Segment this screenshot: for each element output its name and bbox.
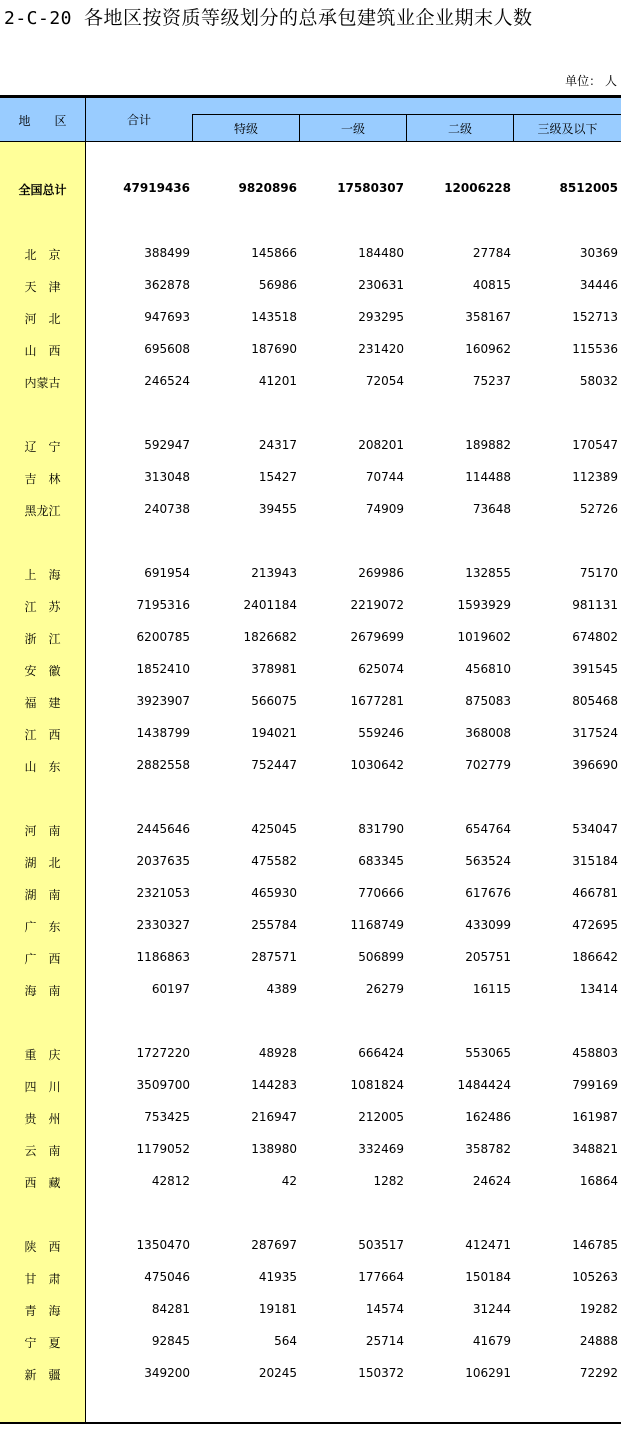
region-name: 山 东 — [24, 760, 61, 774]
cell-value: 255784 — [251, 918, 297, 932]
cell-value: 208201 — [358, 438, 404, 452]
cell-value: 132855 — [465, 566, 511, 580]
cell-value: 114488 — [465, 470, 511, 484]
cell-value: 189882 — [465, 438, 511, 452]
cell-value: 58032 — [579, 374, 618, 388]
cell-value: 2679699 — [350, 630, 404, 644]
cell-value: 317524 — [572, 726, 618, 740]
cell-value: 144283 — [251, 1078, 297, 1092]
national-total-value: 12006228 — [444, 181, 511, 195]
cell-value: 1019602 — [457, 630, 511, 644]
cell-value: 105263 — [572, 1270, 618, 1284]
cell-value: 72054 — [365, 374, 404, 388]
cell-value: 695608 — [144, 342, 190, 356]
header-bottom-line — [0, 141, 621, 142]
cell-value: 231420 — [358, 342, 404, 356]
cell-value: 1852410 — [136, 662, 190, 676]
cell-value: 15427 — [258, 470, 297, 484]
region-name: 广 东 — [24, 920, 61, 934]
region-name: 四 川 — [24, 1080, 61, 1094]
cell-value: 752447 — [251, 758, 297, 772]
cell-value: 52726 — [579, 502, 618, 516]
region-name: 云 南 — [24, 1144, 61, 1158]
cell-value: 70744 — [365, 470, 404, 484]
national-total-label: 全国总计 — [18, 183, 67, 197]
cell-value: 362878 — [144, 278, 190, 292]
national-total-value: 17580307 — [337, 181, 404, 195]
cell-value: 654764 — [465, 822, 511, 836]
cell-value: 212005 — [358, 1110, 404, 1124]
data-table — [0, 98, 621, 1422]
cell-value: 42812 — [151, 1174, 190, 1188]
cell-value: 7195316 — [136, 598, 190, 612]
cell-value: 19181 — [258, 1302, 297, 1316]
cell-value: 396690 — [572, 758, 618, 772]
cell-value: 73648 — [472, 502, 511, 516]
cell-value: 617676 — [465, 886, 511, 900]
cell-value: 34446 — [579, 278, 618, 292]
header-subline — [192, 114, 621, 115]
table-bottom-border — [0, 1422, 621, 1424]
region-name: 上 海 — [24, 568, 61, 582]
cell-value: 2330327 — [136, 918, 190, 932]
cell-value: 315184 — [572, 854, 618, 868]
cell-value: 293295 — [358, 310, 404, 324]
cell-value: 75170 — [579, 566, 618, 580]
national-total-value: 47919436 — [123, 181, 190, 195]
cell-value: 161987 — [572, 1110, 618, 1124]
region-name: 安 徽 — [24, 664, 61, 678]
cell-value: 799169 — [572, 1078, 618, 1092]
region-name: 北 京 — [24, 248, 61, 262]
cell-value: 1168749 — [350, 918, 404, 932]
cell-value: 84281 — [151, 1302, 190, 1316]
header-total: 合计 — [126, 113, 151, 127]
cell-value: 106291 — [465, 1366, 511, 1380]
cell-value: 30369 — [579, 246, 618, 260]
region-name: 浙 江 — [24, 632, 61, 646]
cell-value: 378981 — [251, 662, 297, 676]
cell-value: 31244 — [472, 1302, 511, 1316]
region-name: 新 疆 — [24, 1368, 61, 1382]
cell-value: 13414 — [579, 982, 618, 996]
header-grade-1: 一级 — [340, 122, 365, 136]
region-name: 甘 肃 — [24, 1272, 61, 1286]
table-code: 2-C-20 — [4, 8, 73, 29]
cell-value: 1727220 — [136, 1046, 190, 1060]
cell-value: 205751 — [465, 950, 511, 964]
cell-value: 246524 — [144, 374, 190, 388]
region-name: 广 西 — [24, 952, 61, 966]
cell-value: 20245 — [258, 1366, 297, 1380]
cell-value: 358167 — [465, 310, 511, 324]
cell-value: 41201 — [258, 374, 297, 388]
cell-value: 770666 — [358, 886, 404, 900]
header-grade-3-below: 三级及以下 — [537, 122, 598, 136]
cell-value: 683345 — [358, 854, 404, 868]
cell-value: 216947 — [251, 1110, 297, 1124]
cell-value: 1677281 — [350, 694, 404, 708]
region-name: 贵 州 — [24, 1112, 61, 1126]
cell-value: 115536 — [572, 342, 618, 356]
cell-value: 506899 — [358, 950, 404, 964]
cell-value: 666424 — [358, 1046, 404, 1060]
cell-value: 150184 — [465, 1270, 511, 1284]
cell-value: 805468 — [572, 694, 618, 708]
cell-value: 425045 — [251, 822, 297, 836]
cell-value: 2219072 — [350, 598, 404, 612]
cell-value: 287697 — [251, 1238, 297, 1252]
national-total-value: 9820896 — [238, 181, 297, 195]
cell-value: 187690 — [251, 342, 297, 356]
region-name: 黑龙江 — [24, 504, 61, 518]
cell-value: 160962 — [465, 342, 511, 356]
cell-value: 152713 — [572, 310, 618, 324]
cell-value: 177664 — [358, 1270, 404, 1284]
cell-value: 1350470 — [136, 1238, 190, 1252]
cell-value: 162486 — [465, 1110, 511, 1124]
region-name: 天 津 — [24, 280, 61, 294]
cell-value: 466781 — [572, 886, 618, 900]
cell-value: 1179052 — [136, 1142, 190, 1156]
region-name: 河 北 — [24, 312, 61, 326]
cell-value: 56986 — [258, 278, 297, 292]
cell-value: 14574 — [365, 1302, 404, 1316]
cell-value: 3923907 — [136, 694, 190, 708]
cell-value: 2037635 — [136, 854, 190, 868]
cell-value: 391545 — [572, 662, 618, 676]
cell-value: 72292 — [579, 1366, 618, 1380]
region-name: 吉 林 — [24, 472, 61, 486]
cell-value: 48928 — [258, 1046, 297, 1060]
cell-value: 472695 — [572, 918, 618, 932]
cell-value: 412471 — [465, 1238, 511, 1252]
cell-value: 3509700 — [136, 1078, 190, 1092]
region-name: 江 西 — [24, 728, 61, 742]
cell-value: 27784 — [472, 246, 511, 260]
cell-value: 2882558 — [136, 758, 190, 772]
cell-value: 112389 — [572, 470, 618, 484]
region-name: 内蒙古 — [24, 376, 61, 390]
cell-value: 24317 — [258, 438, 297, 452]
cell-value: 456810 — [465, 662, 511, 676]
cell-value: 269986 — [358, 566, 404, 580]
cell-value: 138980 — [251, 1142, 297, 1156]
region-name: 重 庆 — [24, 1048, 61, 1062]
cell-value: 1484424 — [457, 1078, 511, 1092]
cell-value: 1593929 — [457, 598, 511, 612]
cell-value: 566075 — [251, 694, 297, 708]
cell-value: 553065 — [465, 1046, 511, 1060]
region-name: 海 南 — [24, 984, 61, 998]
cell-value: 74909 — [365, 502, 404, 516]
cell-value: 230631 — [358, 278, 404, 292]
cell-value: 875083 — [465, 694, 511, 708]
cell-value: 40815 — [472, 278, 511, 292]
cell-value: 24624 — [472, 1174, 511, 1188]
cell-value: 1030642 — [350, 758, 404, 772]
cell-value: 60197 — [151, 982, 190, 996]
cell-value: 146785 — [572, 1238, 618, 1252]
cell-value: 213943 — [251, 566, 297, 580]
cell-value: 184480 — [358, 246, 404, 260]
cell-value: 753425 — [144, 1110, 190, 1124]
cell-value: 559246 — [358, 726, 404, 740]
region-name: 山 西 — [24, 344, 61, 358]
cell-value: 1282 — [373, 1174, 404, 1188]
cell-value: 458803 — [572, 1046, 618, 1060]
cell-value: 313048 — [144, 470, 190, 484]
cell-value: 2401184 — [243, 598, 297, 612]
cell-value: 503517 — [358, 1238, 404, 1252]
cell-value: 41935 — [258, 1270, 297, 1284]
cell-value: 24888 — [579, 1334, 618, 1348]
cell-value: 150372 — [358, 1366, 404, 1380]
cell-value: 349200 — [144, 1366, 190, 1380]
cell-value: 348821 — [572, 1142, 618, 1156]
cell-value: 564 — [274, 1334, 297, 1348]
region-name: 西 藏 — [24, 1176, 61, 1190]
cell-value: 674802 — [572, 630, 618, 644]
region-name: 福 建 — [24, 696, 61, 710]
cell-value: 368008 — [465, 726, 511, 740]
cell-value: 6200785 — [136, 630, 190, 644]
cell-value: 194021 — [251, 726, 297, 740]
cell-value: 41679 — [472, 1334, 511, 1348]
cell-value: 702779 — [465, 758, 511, 772]
cell-value: 186642 — [572, 950, 618, 964]
cell-value: 332469 — [358, 1142, 404, 1156]
table-title: 各地区按资质等级划分的总承包建筑业企业期末人数 — [84, 7, 533, 29]
region-name: 河 南 — [24, 824, 61, 838]
cell-value: 592947 — [144, 438, 190, 452]
cell-value: 1186863 — [136, 950, 190, 964]
cell-value: 1081824 — [350, 1078, 404, 1092]
cell-value: 625074 — [358, 662, 404, 676]
header-grade-2: 二级 — [447, 122, 472, 136]
region-name: 江 苏 — [24, 600, 61, 614]
region-name: 宁 夏 — [24, 1336, 61, 1350]
region-name: 陕 西 — [24, 1240, 61, 1254]
cell-value: 16115 — [472, 982, 511, 996]
cell-value: 563524 — [465, 854, 511, 868]
cell-value: 2321053 — [136, 886, 190, 900]
region-name: 湖 南 — [24, 888, 61, 902]
cell-value: 143518 — [251, 310, 297, 324]
cell-value: 465930 — [251, 886, 297, 900]
cell-value: 831790 — [358, 822, 404, 836]
cell-value: 25714 — [365, 1334, 404, 1348]
header-grade-special: 特级 — [233, 122, 258, 136]
region-name: 辽 宁 — [24, 440, 61, 454]
cell-value: 534047 — [572, 822, 618, 836]
cell-value: 433099 — [465, 918, 511, 932]
cell-value: 145866 — [251, 246, 297, 260]
cell-value: 240738 — [144, 502, 190, 516]
page-title — [4, 4, 533, 33]
unit-label: 单位： 人 — [565, 74, 617, 88]
cell-value: 75237 — [472, 374, 511, 388]
cell-value: 39455 — [258, 502, 297, 516]
cell-value: 92845 — [151, 1334, 190, 1348]
cell-value: 170547 — [572, 438, 618, 452]
cell-value: 475046 — [144, 1270, 190, 1284]
cell-value: 4389 — [266, 982, 297, 996]
cell-value: 981131 — [572, 598, 618, 612]
header-region: 地 区 — [18, 114, 67, 128]
cell-value: 19282 — [579, 1302, 618, 1316]
cell-value: 1438799 — [136, 726, 190, 740]
region-name: 青 海 — [24, 1304, 61, 1318]
cell-value: 388499 — [144, 246, 190, 260]
cell-value: 1826682 — [243, 630, 297, 644]
cell-value: 16864 — [579, 1174, 618, 1188]
cell-value: 42 — [281, 1174, 297, 1188]
cell-value: 26279 — [365, 982, 404, 996]
cell-value: 691954 — [144, 566, 190, 580]
cell-value: 475582 — [251, 854, 297, 868]
cell-value: 2445646 — [136, 822, 190, 836]
national-total-value: 8512005 — [559, 181, 618, 195]
cell-value: 358782 — [465, 1142, 511, 1156]
region-name: 湖 北 — [24, 856, 61, 870]
cell-value: 287571 — [251, 950, 297, 964]
cell-value: 947693 — [144, 310, 190, 324]
